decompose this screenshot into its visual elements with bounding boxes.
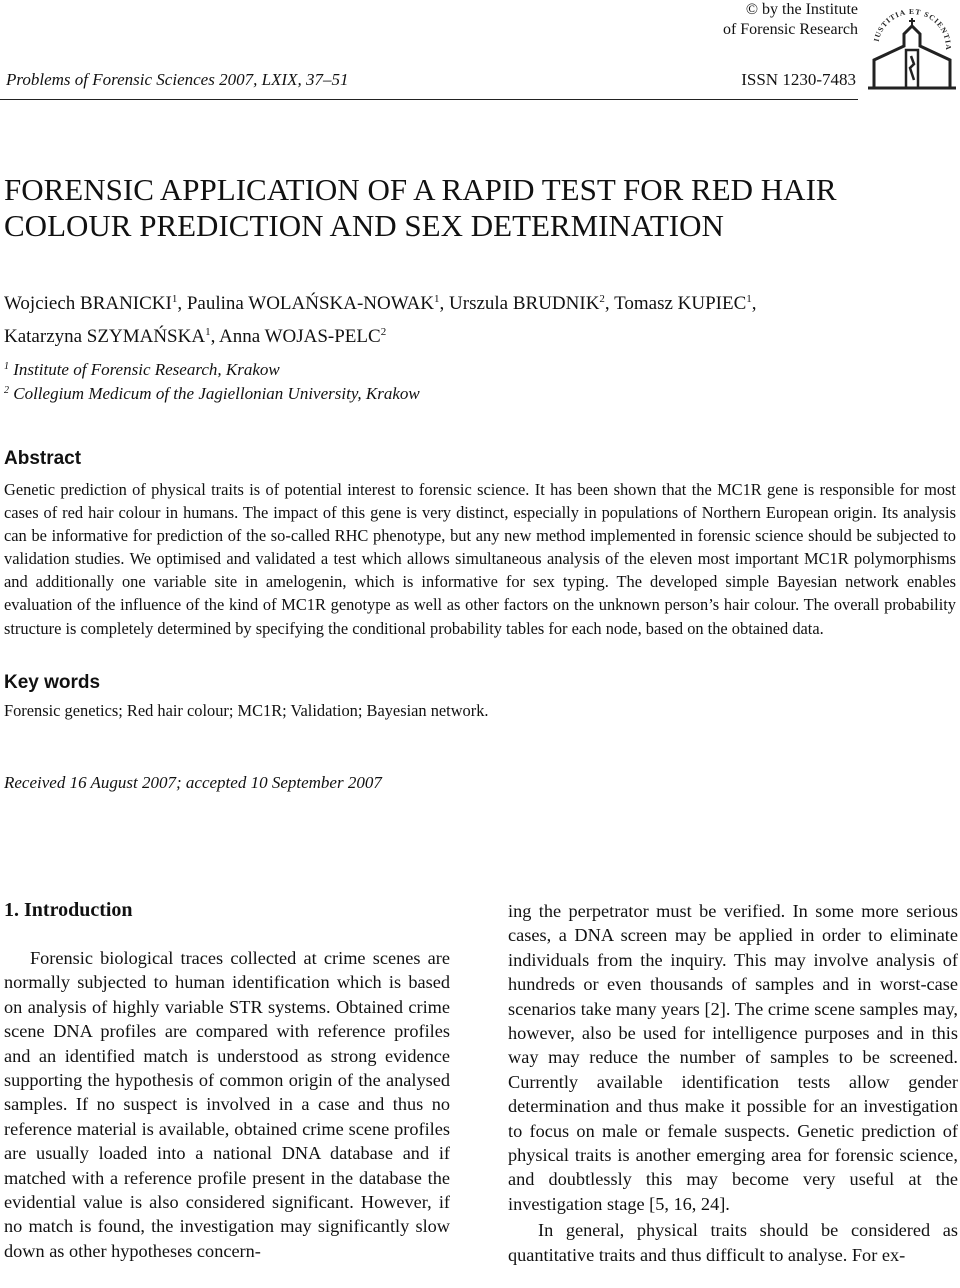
author-affil-mark: 1 bbox=[205, 326, 211, 338]
affiliation-text: Collegium Medicum of the Jagiellonian University, Krakow bbox=[13, 384, 420, 403]
title-line-1: FORENSIC APPLICATION OF A RAPID TEST FOR RED HAIR bbox=[4, 172, 837, 207]
abstract-heading: Abstract bbox=[4, 448, 82, 469]
abstract-text: Genetic prediction of physical traits is of potential interest to forensic science. It has been shown that the MC1R gene is responsible for most cases of red hair colour in humans. The impact of this gene is very distinct, especially in populations of Northern European origin. Its analysis can be informative for prediction of the so-called RHC phenotype, but any new method implemented in forensic science should be subjected to validation studies. We optimised and validated a test which allows simultaneous analysis of the eleven most important MC1R polymorphisms and additionally one variable site in amelogenin, which is informative for sex typing. The developed simple Bayesian network enables evaluation of the influence of the kind of MC1R genotype as well as other factors on the unknown person’s hair colour. The overall probability structure is completely determined by specifying the conditional probability tables for each node, based on the obtained data. bbox=[4, 480, 956, 638]
affiliation-mark: 1 bbox=[4, 361, 9, 372]
author-name: Anna WOJAS-PELC bbox=[219, 326, 381, 347]
author-name: Tomasz KUPIEC bbox=[614, 293, 747, 314]
author-affil-mark: 1 bbox=[746, 293, 752, 305]
institute-logo bbox=[864, 0, 960, 92]
header-rule bbox=[0, 99, 858, 100]
intro-column-left bbox=[4, 946, 450, 1263]
affiliation-1 bbox=[4, 356, 944, 381]
received-dates: Received 16 August 2007; accepted 10 September 2007 bbox=[4, 773, 382, 792]
article-title bbox=[4, 172, 944, 244]
intro-paragraph-continued: ing the perpetrator must be verified. In some more serious cases, a DNA screen may be applied in order to eliminate individuals from the inquiry. This may involve analysis of hundreds or even thousands of samples and in worst-case scenarios take many years [2]. The crime scene samples may, however, also be used for intelligence purposes and in this way may reduce the number of samples to be screened. Currently available identification tests allow gender determination and thus make it possible for an investigation to focus on male or female suspects. Genetic prediction of physical traits is another emerging area for forensic science, and doubtlessly this may become very useful at the investigation stage [5, 16, 24]. bbox=[508, 901, 958, 1214]
intro-paragraph: In general, physical traits should be considered as quantitative traits and thus difficult to analyse. For ex- bbox=[508, 1220, 958, 1265]
copyright-line-2: of Forensic Research bbox=[722, 21, 858, 38]
author-name: Urszula BRUDNIK bbox=[449, 293, 600, 314]
intro-paragraph: Forensic biological traces collected at crime scenes are normally subjected to human identification which is based on analysis of highly variable STR systems. Obtained crime scene DNA profiles are compared with reference profiles and an identified match is understood as strong evidence supporting the hypothesis of common origin of the analysed samples. If no suspect is involved in a case and thus no reference material is available, obtained crime scene profiles are usually loaded into a national DNA database and if matched with a reference profile present in the database the evidential value is also considered significant. However, if no match is found, the investigation may significantly slow down as other hypotheses concern- bbox=[4, 948, 450, 1261]
issn: ISSN 1230-7483 bbox=[741, 70, 856, 89]
affiliation-text: Institute of Forensic Research, Krakow bbox=[13, 360, 280, 379]
affiliation-2 bbox=[4, 380, 944, 405]
title-line-2: COLOUR PREDICTION AND SEX DETERMINATION bbox=[4, 208, 724, 243]
section-heading-introduction: 1. Introduction bbox=[4, 899, 133, 921]
affiliation-mark: 2 bbox=[4, 385, 9, 396]
logo-motto: IUSTITIA ET SCIENTIA bbox=[871, 7, 954, 51]
intro-column-right bbox=[508, 899, 958, 1267]
author-affil-mark: 1 bbox=[171, 293, 178, 305]
author-affil-mark: 1 bbox=[434, 293, 440, 305]
author-separator: , bbox=[439, 293, 450, 314]
author-separator: , bbox=[177, 293, 187, 314]
author-separator: , bbox=[751, 293, 757, 314]
author-name: Wojciech BRANICKI bbox=[4, 293, 172, 314]
author-list bbox=[4, 285, 944, 351]
svg-text:IUSTITIA ET SCIENTIA bbox=[872, 7, 953, 51]
author-separator: , bbox=[604, 293, 615, 314]
keywords-text: Forensic genetics; Red hair colour; MC1R; Validation; Bayesian network. bbox=[4, 701, 489, 720]
author-affil-mark: 2 bbox=[380, 326, 387, 338]
journal-line bbox=[6, 70, 856, 90]
author-name: Paulina WOLAŃSKA-NOWAK bbox=[186, 293, 435, 314]
keywords-heading: Key words bbox=[4, 672, 101, 693]
copyright-line-1: © by the Institute bbox=[745, 1, 858, 18]
journal-citation: Problems of Forensic Sciences 2007, LXIX, 37–51 bbox=[6, 70, 349, 89]
author-name: Katarzyna SZYMAŃSKA bbox=[4, 326, 206, 347]
copyright-notice bbox=[723, 0, 858, 40]
author-affil-mark: 2 bbox=[599, 293, 605, 305]
author-separator: , bbox=[210, 326, 220, 347]
